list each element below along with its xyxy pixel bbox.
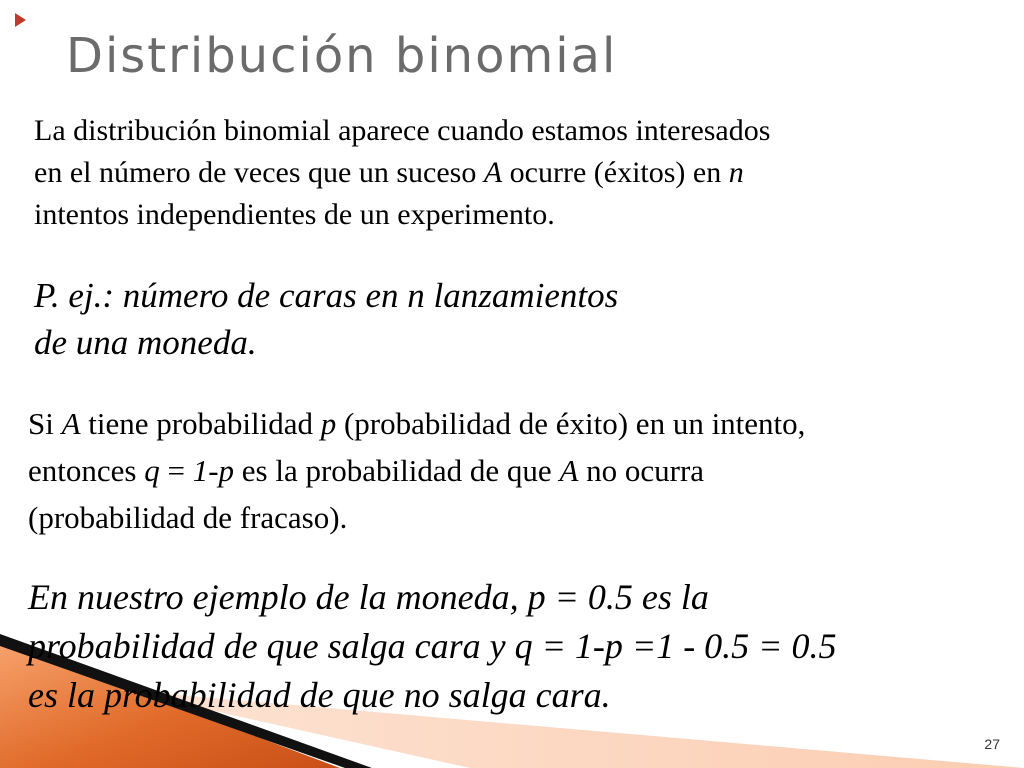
example-line-2: de una moneda. (34, 323, 257, 362)
page-number: 27 (984, 736, 1000, 752)
title-bullet-icon (15, 13, 26, 27)
coin-example-line-1: En nuestro ejemplo de la moneda, p = 0.5 es la (28, 577, 709, 617)
slide-title: Distribución binomial (66, 28, 618, 84)
probability-line-1-part-3: (probabilidad de éxito) en un intento, (336, 406, 806, 441)
probability-line-2-part-3: no ocurra (578, 453, 705, 488)
definition-line-3: intentos independientes de un experimento. (34, 198, 555, 231)
example-line-1: P. ej.: número de caras en n lanzamientos (34, 276, 619, 315)
coin-example-line-2: probabilidad de que salga cara y q = 1-p =1 - 0.5 = 0.5 (28, 626, 837, 666)
coin-example-line-3: es la probabilidad de que no salga cara. (28, 675, 611, 715)
probability-paragraph (28, 400, 1008, 541)
probability-line-1-part-2: tiene probabilidad (80, 406, 321, 441)
probability-line-2-part-1: entonces (28, 453, 145, 488)
probability-line-1-part-1: Si (28, 406, 62, 441)
example-paragraph (34, 272, 794, 366)
event-a-symbol-2: A (61, 406, 81, 441)
definition-line-2-part-2: ocurre (éxitos) en (502, 156, 729, 189)
probability-line-3: (probabilidad de fracaso). (28, 500, 348, 535)
q-symbol: q (144, 453, 160, 488)
p-symbol: p (320, 406, 337, 441)
coin-example-paragraph (28, 573, 1018, 720)
probability-line-2-part-2: es la probabilidad de que (234, 453, 560, 488)
equals-sign: = (159, 453, 193, 488)
definition-line-1: La distribución binomial aparece cuando estamos interesados (34, 114, 771, 147)
definition-line-2-part-1: en el número de veces que un suceso (34, 156, 484, 189)
one-minus-p-expression: 1-p (192, 453, 235, 488)
event-a-symbol: A (483, 156, 503, 189)
event-a-symbol-3: A (559, 453, 579, 488)
n-symbol: n (728, 156, 744, 189)
definition-paragraph (34, 110, 994, 236)
